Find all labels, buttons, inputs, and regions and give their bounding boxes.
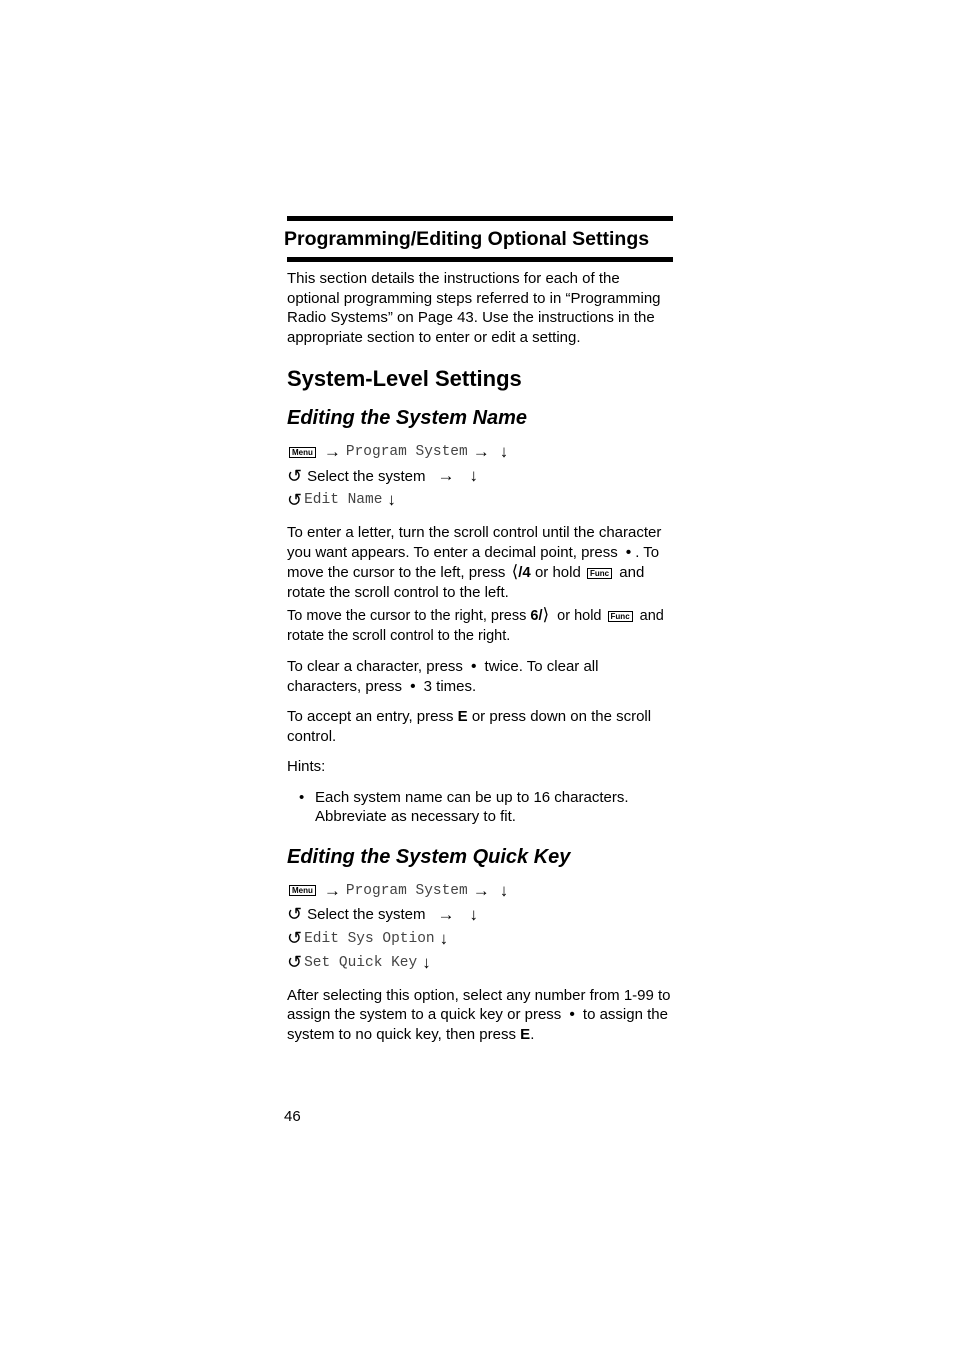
step-mono: Set Quick Key: [304, 954, 418, 971]
chevron-left-icon: ⟨: [511, 562, 519, 581]
title-underline: [287, 257, 673, 262]
enter-letter-paragraph: To enter a letter, turn the scroll control until the character you want appears. To enter a decimal point, press • . To move the cursor to the left, press ⟨/4 or hold Func and rotate the scroll control to the left.: [287, 524, 662, 601]
section-title: Programming/Editing Optional Settings: [284, 228, 650, 250]
quick-key-heading: Editing the System Quick Key: [287, 845, 571, 868]
step-4: [287, 951, 673, 975]
step-1: [287, 440, 673, 464]
step-2: [287, 903, 673, 927]
hints-label: Hints:: [287, 758, 326, 775]
arrow-down-icon: ↓: [469, 466, 478, 485]
arrow-down-icon: ↓: [422, 952, 431, 972]
dot-key-icon: •: [569, 1006, 575, 1023]
key-4: /4: [518, 564, 531, 581]
step-2: [287, 464, 673, 488]
move-right-paragraph: To move the cursor to the right, press 6/⟩ or hold Func and rotate the scroll control to the right.: [287, 605, 664, 644]
arrow-right-icon: →: [323, 442, 341, 461]
key-e: E: [520, 1025, 531, 1043]
step-3: [287, 927, 673, 951]
rotate-icon: ↺: [287, 489, 303, 510]
rotate-icon: ↺: [287, 928, 303, 948]
top-rule: [287, 216, 673, 221]
quick-key-steps: [287, 879, 673, 975]
func-key: Func: [608, 611, 633, 622]
menu-key: Menu: [289, 447, 316, 458]
intro-paragraph: This section details the instructions for each of the optional programming steps referred to in “Programming Radio Systems” on Page 43. Use the instructions in the appropriate section to enter or edit a setting.: [287, 270, 661, 346]
func-key: Func: [587, 568, 612, 579]
accept-paragraph: To accept an entry, press E or press down on the scroll control.: [287, 708, 652, 745]
clear-paragraph: To clear a character, press • twice. To clear all characters, press • 3 times.: [287, 658, 599, 695]
key-6: 6/: [530, 608, 543, 624]
bullet-icon: •: [299, 788, 305, 806]
arrow-down-icon: ↓: [469, 904, 478, 924]
arrow-right-icon: →: [472, 442, 490, 461]
step-mono: Program System: [345, 882, 468, 899]
step-text: Select the system: [307, 906, 426, 923]
step-mono: Edit Sys Option: [304, 930, 435, 947]
menu-key: Menu: [289, 885, 316, 896]
step-mono: Program System: [345, 444, 468, 460]
arrow-right-icon: →: [437, 904, 455, 924]
arrow-right-icon: →: [323, 880, 341, 900]
rotate-icon: ↺: [287, 904, 303, 924]
dot-key-icon: •: [471, 658, 477, 675]
arrow-down-icon: ↓: [499, 442, 509, 461]
step-3: [287, 488, 673, 512]
page-number: 46: [284, 1108, 301, 1125]
rotate-icon: ↺: [287, 952, 303, 972]
dot-key-icon: •: [410, 677, 416, 695]
step-text: Select the system: [307, 467, 426, 485]
key-e: E: [457, 708, 468, 725]
hint-text: Each system name can be up to 16 characters. Abbreviate as necessary to fit.: [315, 788, 629, 825]
step-mono: Edit Name: [304, 492, 383, 508]
arrow-right-icon: →: [437, 466, 455, 485]
arrow-right-icon: →: [472, 880, 490, 900]
rotate-icon: ↺: [287, 465, 303, 486]
arrow-down-icon: ↓: [439, 928, 449, 948]
edit-name-heading: Editing the System Name: [287, 407, 528, 429]
step-1: [287, 879, 673, 903]
quick-key-paragraph: After selecting this option, select any number from 1-99 to assign the system to a quick key or press • to assign the system to no quick key, then press E.: [287, 986, 671, 1043]
hint-item: [299, 788, 673, 827]
page-content: [284, 216, 673, 1044]
arrow-down-icon: ↓: [499, 880, 509, 900]
dot-key-icon: •: [625, 543, 632, 561]
chevron-right-icon: ⟩: [542, 605, 550, 624]
edit-name-steps: [287, 440, 673, 512]
arrow-down-icon: ↓: [387, 490, 396, 509]
system-level-heading: System-Level Settings: [287, 366, 522, 391]
